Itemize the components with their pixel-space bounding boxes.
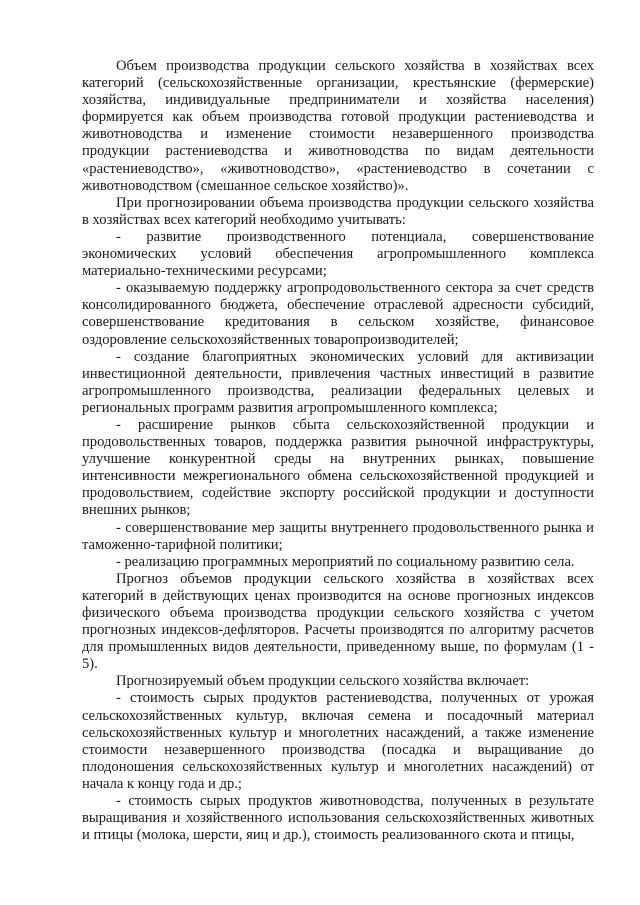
list-item-market-protection: - совершенствование мер защиты внутреннего продовольственного рынка и таможенно-тарифной политики;	[82, 519, 594, 553]
list-item-market-expansion: - расширение рынков сбыта сельскохозяйственной продукции и продовольственных товаров, поддержка развития рыночной инфраструктуры, улучшение конкурентной среды на внутренних рынках, повышение интенсивности межрегионального обмена сельскохозяйственной продукцией и продовольствием, содействие экспорту российской продукции и доступности внешних рынков;	[82, 416, 594, 519]
document-page	[82, 58, 594, 844]
paragraph-forecast-method: Прогноз объемов продукции сельского хозяйства в хозяйствах всех категорий в действующих ценах производится на основе прогнозных индексов физического объема производства продукции сельского хозяйства с учетом прогнозных индексов-дефляторов. Расчеты производятся по алгоритму расчетов для промышленных видов деятельности, приведенному выше, по формулам (1 - 5).	[82, 570, 594, 673]
list-item-crop-products: - стоимость сырых продуктов растениеводства, полученных от урожая сельскохозяйственных культур, включая семена и посадочный материал сельскохозяйственных культур и многолетних насаждений, а также изменение стоимости незавершенного производства (посадка и выращивание до плодоношения сельскохозяйственных культур и многолетних насаждений) от начала к концу года и др.;	[82, 690, 594, 792]
paragraph-forecast-factors-intro: При прогнозировании объема производства продукции сельского хозяйства в хозяйствах всех категорий необходимо учитывать:	[82, 194, 594, 228]
paragraph-production-volume: Объем производства продукции сельского хозяйства в хозяйствах всех категорий (сельскохозяйственные организации, крестьянские (фермерские) хозяйства, индивидуальные предприниматели и хозяйства населения) формируется как объем производства готовой продукции растениеводства и животноводства и изменение стоимости незавершенного производства продукции растениеводства и животноводства по видам деятельности «растениеводство», «животноводство», «растениеводство в сочетании с животноводством (смешанное сельское хозяйство)».	[82, 58, 594, 194]
list-item-budget-support: - оказываемую поддержку агропродовольственного сектора за счет средств консолидированного бюджета, обеспечение отраслевой адресности субсидий, совершенствование кредитования в сельском хозяйстве, финансовое оздоровление сельскохозяйственных товаропроизводителей;	[82, 280, 594, 348]
list-item-production-potential: - развитие производственного потенциала, совершенствование экономических условий обеспечения агропромышленного комплекса материально-техническими ресурсами;	[82, 228, 594, 280]
paragraph-forecast-includes-intro: Прогнозируемый объем продукции сельского хозяйства включает:	[116, 673, 530, 690]
list-item-rural-development: - реализацию программных мероприятий по социальному развитию села.	[116, 553, 575, 570]
list-item-livestock-products: - стоимость сырых продуктов животноводства, полученных в результате выращивания и хозяйственного использования сельскохозяйственных животных и птицы (молока, шерсти, яиц и др.), стоимость реализованного скота и птицы,	[82, 793, 594, 844]
list-item-investment-conditions: - создание благоприятных экономических условий для активизации инвестиционной деятельности, привлечения частных инвестиций в развитие агропромышленного производства, реализации федеральных целевых и региональных программ развития агропромышленного комплекса;	[82, 348, 594, 416]
